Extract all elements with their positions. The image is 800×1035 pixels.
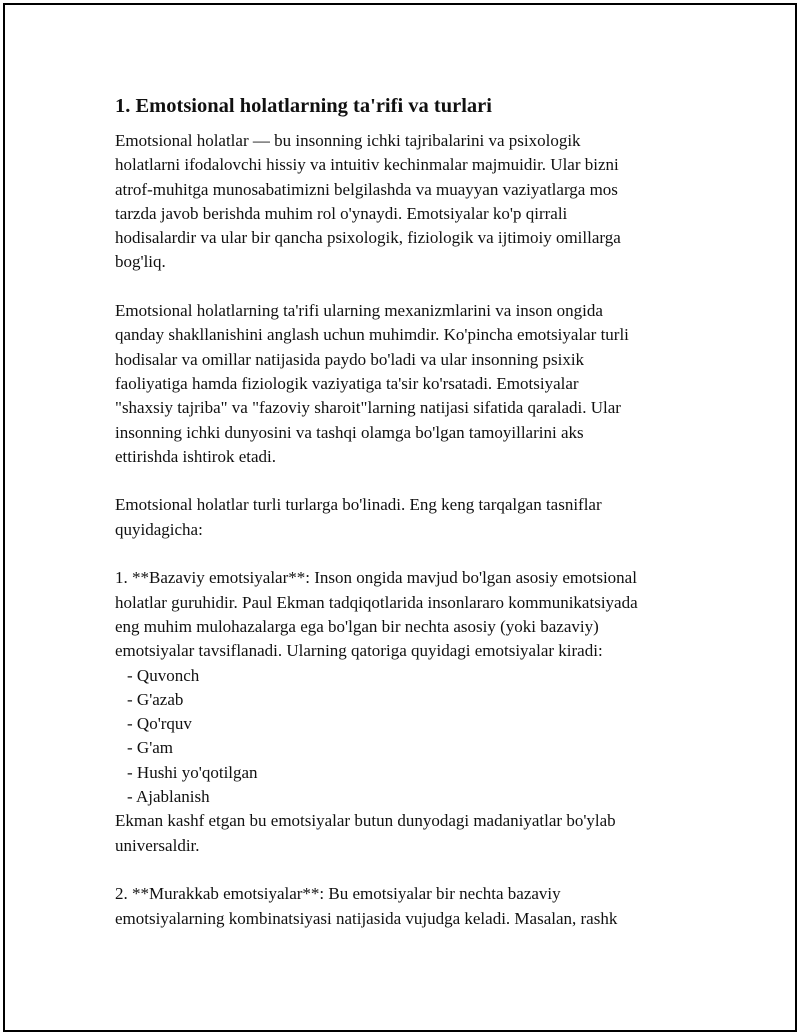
text-line: universaldir. [115, 835, 200, 855]
text-line: Emotsional holatlar turli turlarga bo'linadi. Eng keng tarqalgan tasniflar [115, 495, 602, 515]
emotion-bullet: - Ajablanish [127, 787, 210, 807]
text-line: faoliyatiga hamda fiziologik vaziyatiga ta'sir ko'rsatadi. Emotsiyalar [115, 373, 579, 393]
emotion-bullet: - Hushi yo'qotilgan [127, 762, 258, 782]
text-line: hodisalardir va ular bir qancha psixologik, fiziologik va ijtimoiy omillarga [115, 228, 621, 248]
paragraph-definition [115, 129, 715, 275]
emotion-bullet: - G'azab [127, 689, 184, 709]
paragraph-gap [115, 469, 715, 493]
text-line: hodisalar va omillar natijasida paydo bo'ladi va ular insonning psixik [115, 349, 585, 369]
text-line: emotsiyalarning kombinatsiyasi natijasida vujudga keladi. Masalan, rashk [115, 908, 618, 928]
text-line: Emotsional holatlarning ta'rifi ularning mexanizmlarini va inson ongida [115, 301, 603, 321]
text-line: "shaxsiy tajriba" va "fazoviy sharoit"larning natijasi sifatida qaraladi. Ular [115, 398, 621, 418]
emotion-bullet: - G'am [127, 738, 174, 758]
text-line: holatlarni ifodalovchi hissiy va intuitiv kechinmalar majmuidir. Ular bizni [115, 155, 619, 175]
paragraph-gap [115, 858, 715, 882]
emotion-bullet: - Qo'rquv [127, 714, 192, 734]
text-line: atrof-muhitga munosabatimizni belgilashda va muayyan vaziyatlarga mos [115, 179, 618, 199]
section-heading: 1. Emotsional holatlarning ta'rifi va turlari [115, 95, 492, 117]
text-line: quyidagicha: [115, 519, 203, 539]
text-line: insonning ichki dunyosini va tashqi olamga bo'lgan tamoyillarini aks [115, 422, 584, 442]
text-line: bog'liq. [115, 252, 166, 272]
text-line: qanday shakllanishini anglash uchun muhimdir. Ko'pincha emotsiyalar turli [115, 325, 629, 345]
text-line: Ekman kashf etgan bu emotsiyalar butun dunyodagi madaniyatlar bo'ylab [115, 811, 616, 831]
document-content [115, 92, 715, 931]
emotion-bullet: - Quvonch [127, 665, 200, 685]
text-line: 2. **Murakkab emotsiyalar**: Bu emotsiyalar bir nechta bazaviy [115, 884, 561, 904]
paragraph-classification [115, 493, 715, 542]
text-line: Emotsional holatlar — bu insonning ichki tajribalarini va psixologik [115, 131, 581, 150]
text-line: emotsiyalar tavsiflanadi. Ularning qatoriga quyidagi emotsiyalar kiradi: [115, 641, 603, 661]
paragraph-gap [115, 275, 715, 299]
paragraph-mechanisms [115, 299, 715, 469]
list-item-basic-emotions [115, 566, 715, 858]
list-item-complex-emotions [115, 882, 715, 931]
text-line: 1. **Bazaviy emotsiyalar**: Inson ongida mavjud bo'lgan asosiy emotsional [115, 568, 637, 588]
text-line: tarzda javob berishda muhim rol o'ynaydi. Emotsiyalar ko'p qirrali [115, 203, 568, 223]
text-line: eng muhim mulohazalarga ega bo'lgan bir nechta asosiy (yoki bazaviy) [115, 616, 599, 636]
text-line: ettirishda ishtirok etadi. [115, 446, 276, 466]
text-line: holatlar guruhidir. Paul Ekman tadqiqotlarida insonlararo kommunikatsiyada [115, 592, 638, 612]
paragraph-gap [115, 542, 715, 566]
